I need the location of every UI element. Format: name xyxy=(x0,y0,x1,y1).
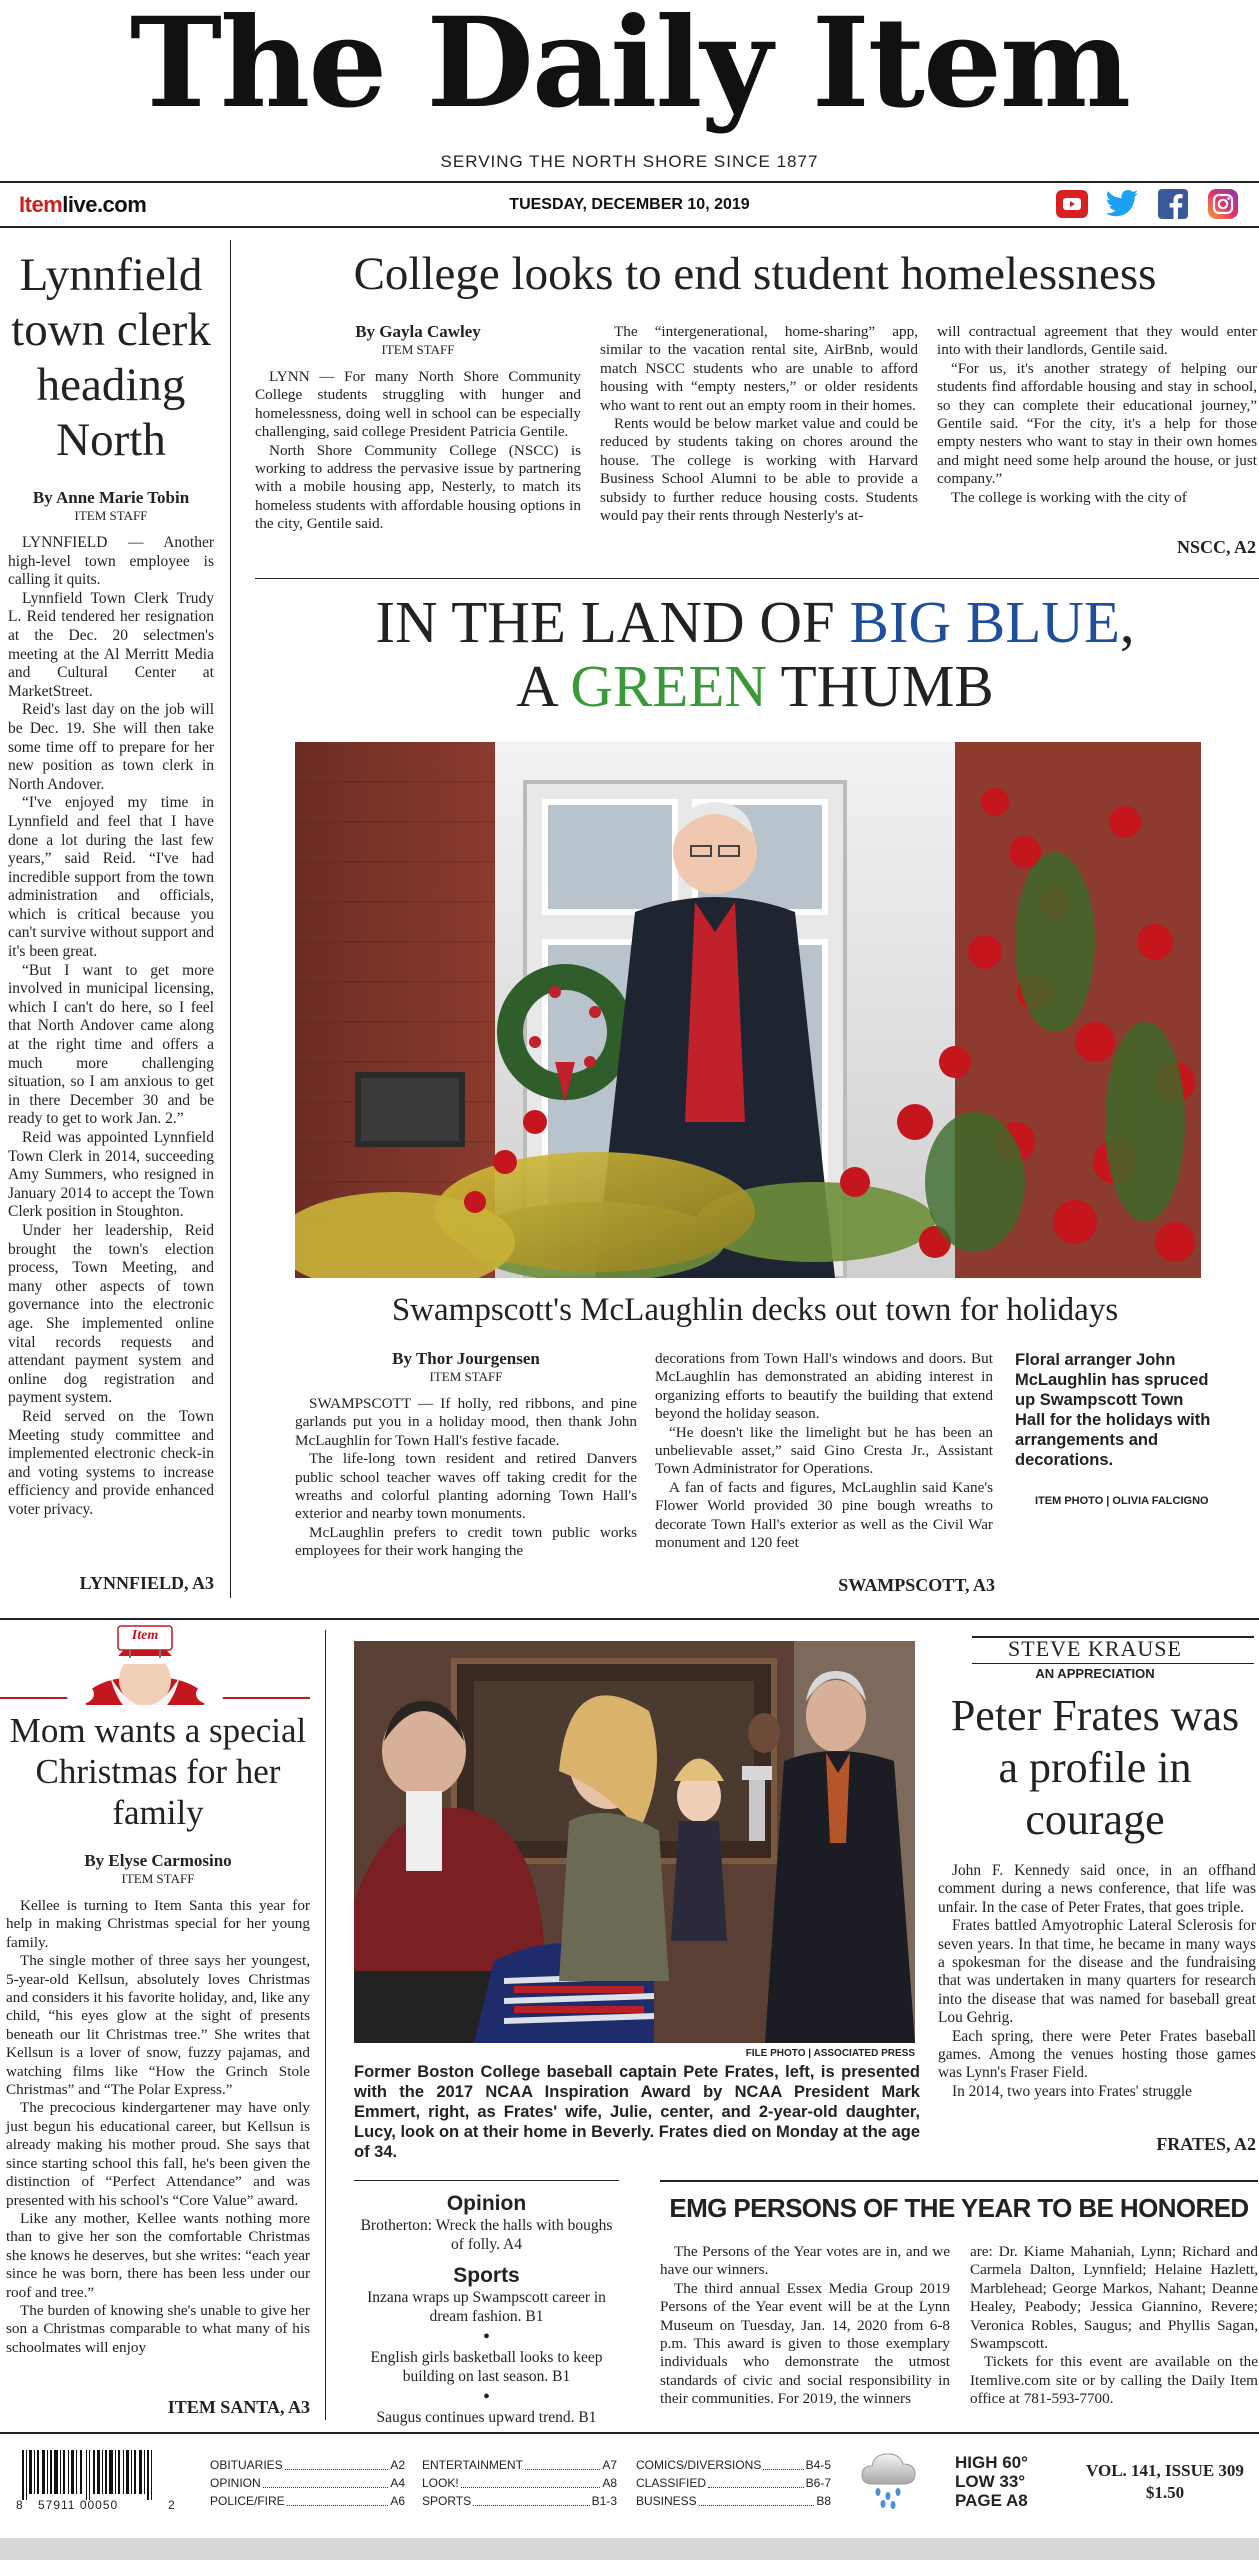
feature-col1 xyxy=(295,1349,637,1561)
feature-jump[interactable]: SWAMPSCOTT, A3 xyxy=(838,1575,995,1595)
sports-teaser[interactable]: Inzana wraps up Swampscott career in dream fashion. B1 xyxy=(367,2289,606,2325)
college-paragraph: LYNN — For many North Shore Community College students struggling with hunger and homelessness, doing well in school can be especially challenging, said college President Patricia Gentile. xyxy=(255,368,581,441)
index-row[interactable]: COMICS/DIVERSIONS B4-5 xyxy=(636,2458,831,2472)
lynnfield-paragraph: Reid was appointed Lynnfield Town Clerk in 2014, succeeding Amy Summers, who resigned in January 2014 to accept the Town Clerk position in Stoughton. xyxy=(8,1129,214,1221)
krause-paragraph: Frates battled Amyotrophic Lateral Sclerosis for seven years. In that time, he became in many ways a spokesman for the disease and the fundraising that was undertaken in many quarters for research into the disease that was named for baseball great Lou Gehrig. xyxy=(938,1917,1256,2027)
frates-photo-credit: FILE PHOTO | ASSOCIATED PRESS xyxy=(745,2048,915,2059)
index-col-1 xyxy=(210,2456,405,2510)
college-col1 xyxy=(255,322,581,534)
santa-headline[interactable]: Mom wants a special Christmas for her family xyxy=(9,1711,307,1832)
emg-col2 xyxy=(970,2243,1258,2409)
instagram-icon[interactable] xyxy=(1208,189,1238,219)
santa-byline-sub: ITEM STAFF xyxy=(121,1871,195,1886)
rain-cloud-icon xyxy=(860,2450,920,2510)
college-byline: By Gayla Cawley xyxy=(355,322,481,341)
barcode-left-digit: 8 xyxy=(16,2498,23,2512)
bullet-separator: • xyxy=(482,2386,490,2408)
barcode xyxy=(16,2450,176,2512)
mclaughlin-photo[interactable] xyxy=(295,742,1201,1278)
photo-credit: ITEM PHOTO | OLIVIA FALCIGNO xyxy=(1035,1495,1209,1507)
left-column-divider xyxy=(230,240,231,1598)
feature-paragraph: A fan of facts and figures, McLaughlin said Kane's Flower World provided 30 pine bough wreaths to decorate Town Hall's exterior as well as the Civil War monument and 120 feet xyxy=(655,1478,993,1552)
lynnfield-paragraph: “But I want to get more involved in municipal licensing, which I can't do here, so I feel that North Andover came along at the right time and offers a much more challenging situation, so I am anxious to get in there December 30 and be ready to get to work Jan. 2.” xyxy=(8,961,214,1128)
masthead-rule-bottom xyxy=(0,226,1259,228)
issue-date: TUESDAY, DECEMBER 10, 2019 xyxy=(509,196,750,213)
lynnfield-byline: By Anne Marie Tobin xyxy=(32,488,190,507)
lynnfield-jump[interactable]: LYNNFIELD, A3 xyxy=(79,1573,214,1593)
masthead-tagline: SERVING THE NORTH SHORE SINCE 1877 xyxy=(440,152,819,171)
feature-byline-sub: ITEM STAFF xyxy=(429,1369,503,1384)
santa-divider xyxy=(325,1630,326,2420)
index-row[interactable]: CLASSIFIED B6-7 xyxy=(636,2476,831,2490)
feature-subhead[interactable]: Swampscott's McLaughlin decks out town for holidays xyxy=(391,1292,1119,1328)
college-paragraph: North Shore Community College (NSCC) is working to address the pervasive issue by partnering with a mobile housing app, Nesterly, to match its homeless students with affordable housing options in the city, Gentile said. xyxy=(255,441,581,533)
emg-paragraph: The third annual Essex Media Group 2019 Persons of the Year event will be at the Lynn Museum on Tuesday, Jan. 14, 2020 from 6-8 p.m. This award is given to those exemplary individuals who demonstrate the utmost standards of civic and social responsibility in their communities. For 2019, the winners xyxy=(660,2279,950,2408)
krause-kicker: AN APPRECIATION xyxy=(1035,1666,1155,1681)
krause-paragraph: Each spring, there were Peter Frates baseball games. Among the venues hosting those games was Lynn's Fraser Field. xyxy=(938,2027,1256,2082)
feature-byline: By Thor Jourgensen xyxy=(392,1349,540,1368)
feature-paragraph: decorations from Town Hall's windows and doors. But McLaughlin has demonstrated an abiding interest in organizing efforts to beautify the building that extend beyond the holiday season. xyxy=(655,1350,993,1423)
barcode-digits: 57911 00050 xyxy=(38,2498,119,2512)
twitter-icon[interactable] xyxy=(1104,188,1140,220)
opinion-teaser[interactable]: Brotherton: Wreck the halls with boughs of folly. A4 xyxy=(360,2217,613,2253)
college-paragraph: “For us, it's another strategy of helping our students find affordable housing and stay in school, so they can complete their educational journey,” Gentile said. “For the city, it's a help for those empty nesters who want to stay in their own homes and might need some help around the house, or just company.” xyxy=(937,359,1257,488)
issue-info xyxy=(1080,2460,1250,2504)
weather-high: HIGH 60° xyxy=(955,2453,1028,2472)
weather-low: LOW 33° xyxy=(955,2472,1026,2491)
santa-paragraph: Kellee is turning to Item Santa this year for help in making Christmas special for her young family. xyxy=(6,1897,310,1951)
lynnfield-paragraph: LYNNFIELD — Another high-level town employee is calling it quits. xyxy=(8,534,214,589)
photo-caption: Floral arranger John McLaughlin has spruced up Swampscott Town Hall for the holidays with arrangements and decorations. xyxy=(1015,1351,1211,1469)
headline-blue-word: BIG BLUE xyxy=(849,589,1120,655)
volume-issue: VOL. 141, ISSUE 309 xyxy=(1086,2461,1244,2480)
college-headline[interactable]: College looks to end student homelessness xyxy=(353,248,1157,300)
college-paragraph: will contractual agreement that they would enter into with their landlords, Gentile said. xyxy=(937,323,1257,359)
youtube-icon[interactable] xyxy=(1056,190,1088,218)
college-paragraph: The college is working with the city of xyxy=(951,488,1187,506)
index-row[interactable]: POLICE/FIRE A6 xyxy=(210,2494,405,2508)
lynnfield-paragraph: Reid served on the Town Meeting study committee and implemented electronic check-in and voting systems to increase efficiency and provide enhanced voter privacy. xyxy=(8,1407,214,1518)
college-paragraph: Rents would be below market value and could be reduced by students taking on chores around the house. The college is working with Harvard Business School Alumni to be able to provide a subsidy to further reduce housing costs. Students would pay their rents through Nesterly's at- xyxy=(600,415,918,525)
feature-paragraph: “He doesn't like the limelight but he has been an unbelievable asset,” said Gino Cresta Jr., Assistant Town Administrator for Operations. xyxy=(655,1423,993,1478)
college-byline-sub: ITEM STAFF xyxy=(381,342,455,357)
feature-paragraph: The life-long town resident and retired Danvers public school teacher waves off taking credit for the wreaths and colorful planting adorning Town Hall's exterior and nearby town monuments. xyxy=(295,1450,637,1523)
krause-rule-bottom xyxy=(972,1663,1254,1664)
santa-paragraph: Like any mother, Kellee wants nothing more than to give her son the comfortable Christmas she knows he deserves, but she writes: “each year since he was born, there has been less under our roof and tree.” xyxy=(6,2209,310,2301)
santa-jump[interactable]: ITEM SANTA, A3 xyxy=(167,2397,310,2417)
lynnfield-paragraph: Reid's last day on the job will be Dec. 19. She will then take some time off to prepare for her new position as town clerk in North Andover. xyxy=(8,701,214,793)
index-row[interactable]: LOOK! A8 xyxy=(422,2476,617,2490)
college-col2 xyxy=(600,323,918,525)
index-col-3 xyxy=(636,2456,831,2510)
weather-forecast xyxy=(955,2453,1065,2510)
feature-headline[interactable]: IN THE LAND OF BIG BLUE, A GREEN THUMB xyxy=(375,589,1135,719)
santa-byline: By Elyse Carmosino xyxy=(84,1851,232,1870)
santa-paragraph: The burden of knowing she's unable to give her son a Christmas comparable to what many of his schoolmates will enjoy xyxy=(6,2301,310,2356)
site-link-red: Item xyxy=(19,192,63,217)
lynnfield-paragraph: Lynnfield Town Clerk Trudy L. Reid tendered her resignation at the Dec. 20 selectmen's meeting at the Al Merritt Media and Cultural Center at MarketStreet. xyxy=(8,589,214,700)
college-jump[interactable]: NSCC, A2 xyxy=(1176,537,1256,557)
emg-rule xyxy=(660,2180,1258,2182)
emg-headline[interactable]: EMG PERSONS OF THE YEAR TO BE HONORED xyxy=(669,2193,1249,2223)
footer-bottom-band xyxy=(0,2538,1259,2560)
emg-col1 xyxy=(660,2243,950,2409)
emg-paragraph: The Persons of the Year votes are in, and we have our winners. xyxy=(660,2243,950,2279)
lynnfield-story xyxy=(8,248,214,1519)
lynnfield-paragraph: “I've enjoyed my time in Lynnfield and feel that I have done a lot during the last few years,” said Reid. “I've had incredible support from the town administration and officials, which is critical because you can't survive without support and it's been great. xyxy=(8,794,214,961)
krause-paragraph: John F. Kennedy said once, in an offhand comment during a news conference, that life was unfair. In the case of Peter Frates, that goes triple. xyxy=(938,1862,1256,1916)
feature-col2 xyxy=(655,1350,993,1552)
barcode-right-digit: 2 xyxy=(168,2498,175,2512)
santa-story xyxy=(6,1710,310,2357)
headline-green-word: GREEN xyxy=(570,653,767,719)
lynnfield-headline[interactable]: Lynnfield town clerk heading North xyxy=(11,249,211,466)
college-paragraph: The “intergenerational, home-sharing” app, similar to the vacation rental site, AirBnb, would match NSCC students who are unable to afford housing with “empty nesters,” or older residents who want to rent out an empty room in their homes. xyxy=(600,323,918,414)
teasers xyxy=(354,2192,619,2427)
index-row[interactable]: OBITUARIES A2 xyxy=(210,2458,405,2472)
lynnfield-paragraph: Under her leadership, Reid brought the town's election process, Town Meeting, and many other aspects of town governance into the electronic age. She implemented online vital records requests and attendant payment system and online dog registration and payment system. xyxy=(8,1221,214,1407)
feature-paragraph: McLaughlin prefers to credit town public works employees for their work hanging the xyxy=(295,1523,637,1560)
site-link-black: live.com xyxy=(62,192,147,217)
index-col-2 xyxy=(422,2456,617,2510)
santa-sign-text: Item xyxy=(131,1628,159,1643)
krause-body xyxy=(938,1862,1256,2101)
santa-paragraph: The single mother of three says her youngest, 5-year-old Kellsun, absolutely loves Christmas and considers it his favorite holiday, and, like any child, “his eyes glow at the sight of presents beneath our lit Christmas tree.” She writes that Kellsun is a lover of snow, fuzzy pajamas, and watching films like “How the Grinch Stole Christmas” and “The Polar Express.” xyxy=(6,1952,310,2099)
opinion-heading: Opinion xyxy=(446,2192,527,2215)
krause-jump[interactable]: FRATES, A2 xyxy=(1156,2134,1256,2154)
sports-teaser[interactable]: English girls basketball looks to keep building on last season. B1 xyxy=(370,2349,603,2385)
masthead-rule-top xyxy=(0,181,1259,183)
sports-heading: Sports xyxy=(453,2264,520,2287)
frates-photo[interactable] xyxy=(354,1641,915,2043)
bullet-separator: • xyxy=(482,2326,490,2348)
college-col3 xyxy=(937,323,1257,507)
facebook-icon[interactable] xyxy=(1158,189,1188,219)
santa-paragraph: The precocious kindergartener may have only just begun his educational career, but Kellsun is already making his mother proud. She says that since starting school this fall, he's been given the distinction of “Perfect Attendance” and was presented with his school's “Core Value” award. xyxy=(6,2099,310,2209)
santa-banner xyxy=(0,1610,310,1705)
lynnfield-byline-sub: ITEM STAFF xyxy=(74,508,148,523)
index-row[interactable]: SPORTS B1-3 xyxy=(422,2494,617,2508)
feature-paragraph: SWAMPSCOTT — If holly, red ribbons, and pine garlands put you in a holiday mood, then thank John McLaughlin for Town Hall's festive facade. xyxy=(295,1395,637,1449)
index-row[interactable]: BUSINESS B8 xyxy=(636,2494,831,2508)
krause-paragraph: In 2014, two years into Frates' struggle xyxy=(952,2082,1193,2100)
emg-paragraph: Tickets for this event are available on the Itemlive.com site or by calling the Daily Item office at 781-593-7700. xyxy=(970,2353,1258,2408)
college-rule xyxy=(255,578,1259,579)
price: $1.50 xyxy=(1145,2483,1185,2502)
index-row[interactable]: ENTERTAINMENT A7 xyxy=(422,2458,617,2472)
weather-page[interactable]: PAGE A8 xyxy=(955,2491,1028,2510)
masthead-title: The Daily Item xyxy=(129,0,1130,136)
sports-teaser[interactable]: Saugus continues upward trend. B1 xyxy=(376,2409,597,2426)
footer-rule xyxy=(0,2432,1259,2434)
krause-author: STEVE KRAUSE xyxy=(1008,1636,1182,1661)
emg-paragraph: are: Dr. Kiame Mahaniah, Lynn; Richard and Carmela Dalton, Lynnfield; Helaine Hazlett, Marblehead; George Markos, Nahant; Deanne Healey, Peabody; Jessica Giannino, Revere; Veronica Robles, Saugus; and Phyllis Sagan, Swampscott. xyxy=(970,2243,1258,2353)
teaser-rule xyxy=(354,2180,619,2181)
krause-headline[interactable]: Peter Frates was a profile in courage xyxy=(950,1691,1240,1844)
index-row[interactable]: OPINION A4 xyxy=(210,2476,405,2490)
frates-photo-caption: Former Boston College baseball captain Pete Frates, left, is presented with the 2017 NCAA Inspiration Award by NCAA President Mark Emmert, right, as Frates' wife, Julie, center, and 2-year-old daughter, Lucy, look on at their home in Beverly. Frates died on Monday at the age of 34. xyxy=(354,2063,920,2161)
lynnfield-body xyxy=(8,534,214,1519)
